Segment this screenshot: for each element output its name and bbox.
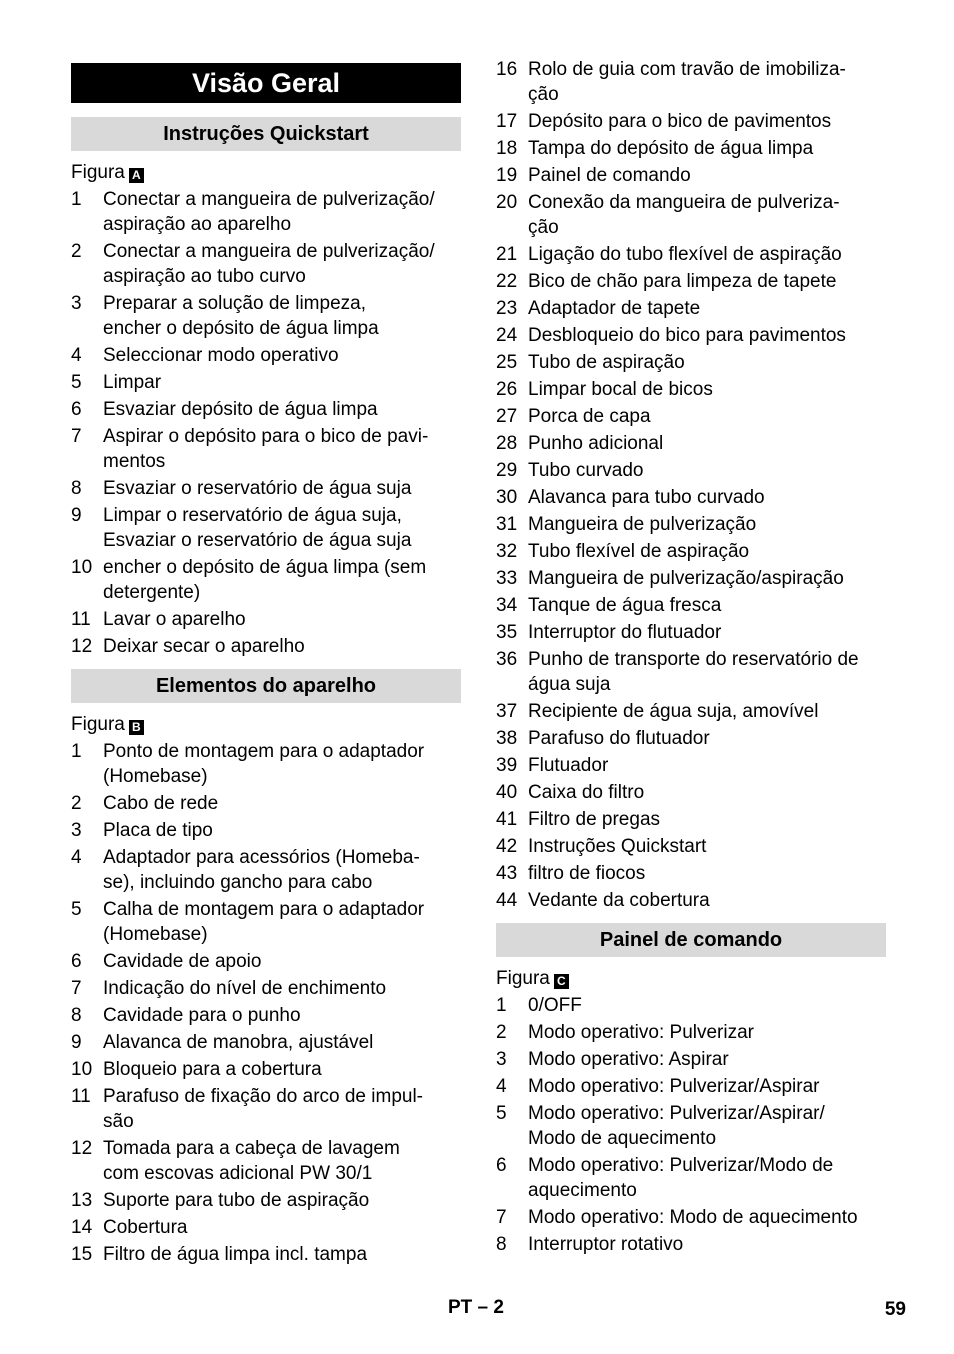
- list-item: [71, 555, 461, 605]
- item-number: 2: [496, 1022, 507, 1043]
- list-item: [496, 136, 886, 161]
- list-item: [496, 620, 886, 645]
- item-number: 12: [71, 1138, 93, 1159]
- item-text: Filtro de água limpa incl. tampa: [103, 1244, 368, 1265]
- item-number: 28: [496, 433, 518, 454]
- item-number: 7: [496, 1207, 507, 1228]
- item-text: Alavanca para tubo curvado: [528, 487, 765, 508]
- item-text: Desbloqueio do bico para pavimentos: [528, 325, 846, 346]
- list-item: [496, 780, 886, 805]
- elements-heading: Elementos do aparelho: [71, 669, 461, 703]
- item-text: Rolo de guia com travão de imobiliza- ção: [528, 59, 846, 105]
- list-item: [71, 1136, 461, 1186]
- item-number: 33: [496, 568, 518, 589]
- quickstart-list: [71, 187, 461, 659]
- list-item: [496, 377, 886, 402]
- item-text: Modo operativo: Aspirar: [528, 1049, 729, 1070]
- list-item: [496, 458, 886, 483]
- item-text: Cobertura: [103, 1217, 188, 1238]
- item-number: 43: [496, 863, 518, 884]
- list-item: [71, 739, 461, 789]
- item-number: 3: [496, 1049, 507, 1070]
- list-item: [71, 476, 461, 501]
- item-text: Cabo de rede: [103, 793, 219, 814]
- list-item: [496, 993, 886, 1018]
- item-text: Adaptador para acessórios (Homeba- se), incluindo gancho para cabo: [103, 847, 420, 893]
- item-number: 40: [496, 782, 518, 803]
- item-text: Calha de montagem para o adaptador (Homebase): [103, 899, 425, 945]
- list-item: [71, 343, 461, 368]
- list-item: [71, 976, 461, 1001]
- figure-letter-badge: A: [129, 168, 144, 183]
- item-text: Indicação do nível de enchimento: [103, 978, 387, 999]
- list-item: [496, 109, 886, 134]
- list-item: [496, 1074, 886, 1099]
- list-item: [496, 163, 886, 188]
- item-number: 12: [71, 636, 93, 657]
- item-number: 1: [496, 995, 507, 1016]
- item-text: Conectar a mangueira de pulverização/ aspiração ao aparelho: [103, 189, 435, 235]
- item-number: 4: [71, 847, 82, 868]
- list-item: [71, 1215, 461, 1240]
- list-item: [496, 888, 886, 913]
- list-item: [496, 726, 886, 751]
- item-number: 8: [71, 1005, 82, 1026]
- elements-list-right: [496, 57, 886, 913]
- list-item: [496, 753, 886, 778]
- list-item: [71, 291, 461, 341]
- item-number: 39: [496, 755, 518, 776]
- item-number: 11: [71, 609, 91, 630]
- list-item: [71, 897, 461, 947]
- item-text: Limpar o reservatório de água suja, Esvaziar o reservatório de água suja: [103, 505, 412, 551]
- list-item: [71, 634, 461, 659]
- elements-figure-ref: [71, 713, 461, 737]
- list-item: [496, 566, 886, 591]
- item-number: 2: [71, 793, 82, 814]
- item-text: Modo operativo: Pulverizar/Aspirar: [528, 1076, 820, 1097]
- item-text: Tubo flexível de aspiração: [528, 541, 750, 562]
- item-number: 2: [71, 241, 82, 262]
- list-item: [71, 424, 461, 474]
- item-number: 7: [71, 978, 82, 999]
- item-text: Parafuso do flutuador: [528, 728, 710, 749]
- list-item: [71, 818, 461, 843]
- item-text: Adaptador de tapete: [528, 298, 701, 319]
- list-item: [496, 269, 886, 294]
- list-item: [496, 190, 886, 240]
- figure-label: Figura: [71, 714, 125, 735]
- list-item: [496, 699, 886, 724]
- list-item: [71, 239, 461, 289]
- item-number: 8: [496, 1234, 507, 1255]
- list-item: [71, 1188, 461, 1213]
- list-item: [496, 350, 886, 375]
- item-text: Limpar bocal de bicos: [528, 379, 713, 400]
- item-text: Depósito para o bico de pavimentos: [528, 111, 832, 132]
- item-number: 24: [496, 325, 518, 346]
- item-number: 42: [496, 836, 518, 857]
- item-number: 1: [71, 741, 82, 762]
- list-item: [496, 485, 886, 510]
- footer-page-number: 59: [884, 1299, 906, 1320]
- item-text: 0/OFF: [528, 995, 582, 1016]
- elements-list-left: [71, 739, 461, 1267]
- item-number: 31: [496, 514, 518, 535]
- item-number: 6: [71, 951, 82, 972]
- item-text: Conectar a mangueira de pulverização/ aspiração ao tubo curvo: [103, 241, 435, 287]
- list-item: [496, 647, 886, 697]
- item-text: Alavanca de manobra, ajustável: [103, 1032, 374, 1053]
- list-item: [71, 1030, 461, 1055]
- item-text: Cavidade de apoio: [103, 951, 262, 972]
- item-number: 32: [496, 541, 518, 562]
- item-number: 8: [71, 478, 82, 499]
- item-text: Filtro de pregas: [528, 809, 661, 830]
- footer-language-page: PT – 2: [448, 1297, 504, 1318]
- item-number: 5: [71, 899, 82, 920]
- item-text: Parafuso de fixação do arco de impul- são: [103, 1086, 424, 1132]
- item-number: 18: [496, 138, 518, 159]
- item-text: Placa de tipo: [103, 820, 213, 841]
- item-text: Limpar: [103, 372, 162, 393]
- item-text: Caixa do filtro: [528, 782, 645, 803]
- list-item: [496, 1205, 886, 1230]
- list-item: [496, 834, 886, 859]
- list-item: [496, 1047, 886, 1072]
- item-text: Mangueira de pulverização: [528, 514, 757, 535]
- item-text: Instruções Quickstart: [528, 836, 707, 857]
- item-number: 6: [496, 1155, 507, 1176]
- list-item: [71, 1084, 461, 1134]
- list-item: [71, 1057, 461, 1082]
- list-item: [496, 861, 886, 886]
- item-text: Interruptor do flutuador: [528, 622, 722, 643]
- item-text: Cavidade para o punho: [103, 1005, 301, 1026]
- item-number: 11: [71, 1086, 91, 1107]
- item-number: 4: [71, 345, 82, 366]
- item-text: Seleccionar modo operativo: [103, 345, 339, 366]
- item-number: 13: [71, 1190, 93, 1211]
- quickstart-figure-ref: [71, 161, 461, 185]
- item-number: 27: [496, 406, 518, 427]
- item-text: Punho de transporte do reservatório de água suja: [528, 649, 859, 695]
- list-item: [496, 807, 886, 832]
- item-number: 21: [496, 244, 518, 265]
- item-number: 25: [496, 352, 518, 373]
- item-number: 29: [496, 460, 518, 481]
- item-text: Suporte para tubo de aspiração: [103, 1190, 370, 1211]
- item-number: 35: [496, 622, 518, 643]
- item-number: 9: [71, 1032, 82, 1053]
- list-item: [71, 949, 461, 974]
- control-panel-list: [496, 993, 886, 1257]
- list-item: [71, 791, 461, 816]
- item-text: Conexão da mangueira de pulveriza- ção: [528, 192, 840, 238]
- item-text: Modo operativo: Pulverizar/Aspirar/ Modo de aquecimento: [528, 1103, 825, 1149]
- item-number: 15: [71, 1244, 93, 1265]
- item-text: Ligação do tubo flexível de aspiração: [528, 244, 842, 265]
- item-number: 37: [496, 701, 518, 722]
- item-number: 10: [71, 1059, 93, 1080]
- item-number: 36: [496, 649, 518, 670]
- item-text: Bloqueio para a cobertura: [103, 1059, 322, 1080]
- item-number: 41: [496, 809, 518, 830]
- list-item: [496, 593, 886, 618]
- figure-letter-badge: C: [554, 974, 569, 989]
- item-number: 6: [71, 399, 82, 420]
- list-item: [496, 323, 886, 348]
- item-number: 16: [496, 59, 518, 80]
- item-number: 38: [496, 728, 518, 749]
- item-text: Modo operativo: Pulverizar/Modo de aquecimento: [528, 1155, 834, 1201]
- list-item: [496, 404, 886, 429]
- item-text: Punho adicional: [528, 433, 664, 454]
- item-number: 5: [496, 1103, 507, 1124]
- item-text: Recipiente de água suja, amovível: [528, 701, 819, 722]
- list-item: [496, 57, 886, 107]
- item-text: Bico de chão para limpeza de tapete: [528, 271, 837, 292]
- figure-label: Figura: [71, 162, 125, 183]
- item-number: 14: [71, 1217, 93, 1238]
- item-number: 3: [71, 293, 82, 314]
- item-text: Tampa do depósito de água limpa: [528, 138, 814, 159]
- list-item: [71, 1003, 461, 1028]
- list-item: [71, 503, 461, 553]
- item-number: 5: [71, 372, 82, 393]
- item-text: Preparar a solução de limpeza, encher o depósito de água limpa: [103, 293, 379, 339]
- list-item: [71, 845, 461, 895]
- item-number: 19: [496, 165, 518, 186]
- list-item: [71, 187, 461, 237]
- item-number: 3: [71, 820, 82, 841]
- list-item: [496, 539, 886, 564]
- list-item: [71, 1242, 461, 1267]
- item-text: Modo operativo: Modo de aquecimento: [528, 1207, 858, 1228]
- item-number: 34: [496, 595, 518, 616]
- item-number: 30: [496, 487, 518, 508]
- item-text: Painel de comando: [528, 165, 691, 186]
- item-number: 26: [496, 379, 518, 400]
- item-text: encher o depósito de água limpa (sem detergente): [103, 557, 427, 603]
- item-text: Mangueira de pulverização/aspiração: [528, 568, 844, 589]
- list-item: [496, 296, 886, 321]
- item-text: Vedante da cobertura: [528, 890, 710, 911]
- list-item: [71, 370, 461, 395]
- control-panel-heading: Painel de comando: [496, 923, 886, 957]
- list-item: [71, 607, 461, 632]
- item-text: Tanque de água fresca: [528, 595, 722, 616]
- list-item: [496, 512, 886, 537]
- figure-label: Figura: [496, 968, 550, 989]
- item-text: Modo operativo: Pulverizar: [528, 1022, 754, 1043]
- item-text: Esvaziar o reservatório de água suja: [103, 478, 412, 499]
- item-number: 20: [496, 192, 518, 213]
- item-text: Tomada para a cabeça de lavagem com escovas adicional PW 30/1: [103, 1138, 400, 1184]
- item-text: Esvaziar depósito de água limpa: [103, 399, 378, 420]
- item-number: 44: [496, 890, 518, 911]
- list-item: [496, 431, 886, 456]
- item-text: Aspirar o depósito para o bico de pavi- mentos: [103, 426, 429, 472]
- item-text: Flutuador: [528, 755, 609, 776]
- quickstart-heading: Instruções Quickstart: [71, 117, 461, 151]
- item-text: filtro de fiocos: [528, 863, 646, 884]
- list-item: [71, 397, 461, 422]
- page-title: Visão Geral: [71, 63, 461, 103]
- list-item: [496, 1101, 886, 1151]
- figure-letter-badge: B: [129, 720, 144, 735]
- list-item: [496, 242, 886, 267]
- item-number: 4: [496, 1076, 507, 1097]
- item-text: Porca de capa: [528, 406, 651, 427]
- left-column: [71, 63, 461, 1269]
- item-number: 10: [71, 557, 93, 578]
- item-number: 1: [71, 189, 82, 210]
- item-text: Ponto de montagem para o adaptador (Homebase): [103, 741, 425, 787]
- item-number: 9: [71, 505, 82, 526]
- list-item: [496, 1020, 886, 1045]
- item-number: 17: [496, 111, 518, 132]
- item-text: Lavar o aparelho: [103, 609, 246, 630]
- list-item: [496, 1232, 886, 1257]
- item-number: 7: [71, 426, 82, 447]
- item-number: 23: [496, 298, 518, 319]
- item-text: Deixar secar o aparelho: [103, 636, 305, 657]
- right-column: [496, 57, 886, 1259]
- item-number: 22: [496, 271, 518, 292]
- item-text: Tubo curvado: [528, 460, 644, 481]
- list-item: [496, 1153, 886, 1203]
- item-text: Tubo de aspiração: [528, 352, 685, 373]
- item-text: Interruptor rotativo: [528, 1234, 684, 1255]
- control-panel-figure-ref: [496, 967, 886, 991]
